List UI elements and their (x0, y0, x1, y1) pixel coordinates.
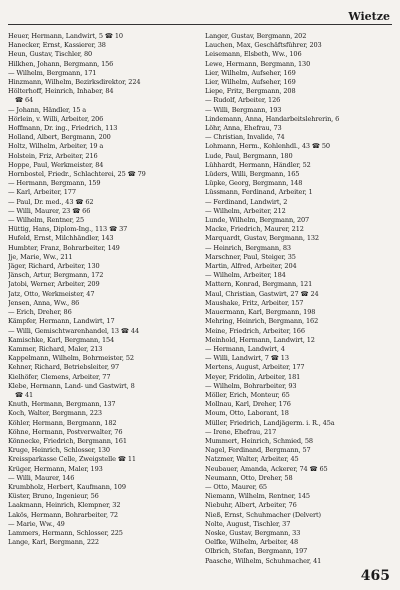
right-column-entry: — Wilhelm, Bohrarbeiter, 93 (205, 381, 297, 390)
running-head-title: Wietze (348, 10, 390, 23)
left-column-entry: — Willi, Maurer, 23 ☎ 66 (8, 206, 91, 215)
left-column-entry: Hörlein, v. Willi, Arbeiter, 206 (8, 114, 104, 123)
left-column-entry: Klebe, Hermann, Land- und Gastwirt, 8 (8, 381, 135, 390)
left-column-entry: Köhler, Hermann, Bergmann, 182 (8, 418, 117, 427)
right-column-entry: Niemann, Wilhelm, Rentner, 145 (205, 492, 310, 501)
right-column-entry: Leisemann, Elsbeth, Ww., 106 (205, 50, 302, 59)
right-column-entry: Lewe, Hermann, Bergmann, 130 (205, 59, 311, 68)
right-column-entry: — Wilhelm, Arbeiter, 184 (205, 271, 286, 280)
left-column-entry: — Hermann, Bergmann, 159 (8, 179, 101, 188)
left-column-entry: Jänsch, Artur, Bergmann, 172 (8, 271, 104, 280)
right-column-entry: Neubauer, Amanda, Ackerer, 74 ☎ 65 (205, 464, 328, 473)
left-column-entry: — Erich, Dreher, 86 (8, 308, 72, 317)
right-column-entry: Lunde, Wilhelm, Bergmann, 207 (205, 216, 310, 225)
left-column-entry: Jje, Marie, Ww., 211 (8, 252, 73, 261)
right-column-entry: Lier, Wilhelm, Aufseher, 169 (205, 78, 296, 87)
left-column-entry: Kappelmann, Wilhelm, Bohrmeister, 52 (8, 354, 134, 363)
right-column-entry: Natzmer, Walter, Arbeiter, 45 (205, 455, 299, 464)
right-column-entry: Mertens, August, Arbeiter, 177 (205, 363, 305, 372)
right-column-entry: Meyer, Fridolin, Arbeiter, 181 (205, 372, 301, 381)
left-column-entry: Hoppe, Paul, Werkmeister, 84 (8, 160, 104, 169)
left-column-entry: Holstein, Friz, Arbeiter, 216 (8, 151, 98, 160)
left-column-entry: Hüttig, Hans, Diplom-Ing., 113 ☎ 37 (8, 225, 128, 234)
left-column-entry: Köhne, Hermann, Postverwalter, 76 (8, 427, 123, 436)
right-column-entry: Nieß, Ernst, Schuhmacher (Delvert) (205, 510, 321, 519)
left-column-entry: Lange, Karl, Bergmann, 222 (8, 538, 99, 547)
left-column-entry: Holland, Albert, Bergmann, 200 (8, 133, 111, 142)
left-column-entry: Jatz, Otto, Werkmeister, 47 (8, 289, 95, 298)
right-column-entry: — Wilhelm, Arbeiter, 212 (205, 206, 286, 215)
left-column-entry: — Wilhelm, Rentner, 25 (8, 216, 84, 225)
right-column-entry: Mollnau, Karl, Dreher, 176 (205, 400, 291, 409)
left-column (8, 32, 200, 547)
right-column-entry: Lohmann, Herm., Kohlenhdl., 43 ☎ 50 (205, 142, 330, 151)
left-column-entry: Jensen, Anna, Ww., 86 (8, 298, 80, 307)
left-column-entry: — Paul, Dr. med., 43 ☎ 62 (8, 197, 94, 206)
right-column-entry: Mauermann, Karl, Bergmann, 198 (205, 308, 316, 317)
left-column-entry: Krumbholz, Herbert, Kaufmann, 109 (8, 482, 126, 491)
right-column-entry: Nolte, August, Tischler, 37 (205, 519, 291, 528)
left-column-entry: Kammer, Richard, Maler, 213 (8, 344, 103, 353)
right-column-entry: Mattern, Konrad, Bergmann, 121 (205, 280, 313, 289)
left-column-entry: — Wilhelm, Bergmann, 171 (8, 68, 97, 77)
left-column-entry: Laakmann, Heinrich, Klempner, 32 (8, 501, 121, 510)
left-column-entry: — Willi, Gemischtwarenhandel, 13 ☎ 44 (8, 326, 139, 335)
left-column-entry: ☎ 41 (15, 390, 34, 399)
left-column-entry: Kruge, Heinrich, Schlosser, 130 (8, 446, 110, 455)
left-column-entry: Hoffmann, Dr. ing., Friedrich, 113 (8, 124, 118, 133)
right-column-entry: — Otto, Maurer, 65 (205, 482, 267, 491)
left-column-entry: Lakös, Hermann, Bohrarbeiter, 72 (8, 510, 118, 519)
right-column-entry: Meine, Friedrich, Arbeiter, 166 (205, 326, 305, 335)
right-column-entry: Macke, Friedrich, Maurer, 212 (205, 225, 304, 234)
left-column-entry: Jäger, Richard, Arbeiter, 130 (8, 262, 100, 271)
right-column-entry: Langer, Gustav, Bergmann, 202 (205, 32, 307, 40)
right-column-entry: Lier, Wilhelm, Aufseher, 169 (205, 68, 296, 77)
right-column-entry: Niebuhr, Albert, Arbeiter, 76 (205, 501, 297, 510)
left-column-entry: Kreissparkasse Celle, Zweigstelle ☎ 11 (8, 455, 136, 464)
right-column-entry: Liepe, Fritz, Bergmann, 208 (205, 87, 296, 96)
right-column-entry: Möller, Erich, Monteur, 65 (205, 390, 290, 399)
right-column-entry: Oelfke, Wilhelm, Arbeiter, 48 (205, 538, 299, 547)
left-column-entry: Heun, Gustav, Tischler, 80 (8, 50, 93, 59)
right-column-entry: Nagel, Ferdinand, Bergmann, 57 (205, 446, 311, 455)
right-column-entry: Neumann, Otto, Dreher, 58 (205, 473, 293, 482)
left-column-entry: — Karl, Arbeiter, 177 (8, 188, 76, 197)
left-column-entry: Koch, Walter, Bergmann, 223 (8, 409, 102, 418)
right-column-entry: Maul, Christian, Gastwirt, 27 ☎ 24 (205, 289, 319, 298)
left-column-entry: Heuer, Hermann, Landwirt, 5 ☎ 10 (8, 32, 123, 40)
right-column-entry: — Willi, Landwirt, 7 ☎ 13 (205, 354, 289, 363)
right-column-entry: — Heinrich, Bergmann, 83 (205, 243, 291, 252)
left-column-entry: Küster, Bruno, Ingenieur, 56 (8, 492, 99, 501)
left-column-entry: Kamischke, Karl, Bergmann, 154 (8, 335, 115, 344)
right-column-entry: Marquardt, Gustav, Bergmann, 132 (205, 234, 319, 243)
right-column-entry: — Ferdinand, Landwirt, 2 (205, 197, 288, 206)
right-column-entry: Maushake, Fritz, Arbeiter, 157 (205, 298, 304, 307)
right-column-entry: Meinhold, Hermann, Landwirt, 12 (205, 335, 315, 344)
right-column-entry: Lühhardt, Hermann, Händler, 52 (205, 160, 311, 169)
left-column-entry: Kehner, Richard, Betriebsleiter, 97 (8, 363, 119, 372)
right-column-entry: Marschner, Paul, Steiger, 35 (205, 252, 296, 261)
right-column-entry: Paasche, Wilhelm, Schuhmacher, 41 (205, 556, 322, 565)
right-column-entry: Mehring, Heinrich, Bergmann, 162 (205, 317, 319, 326)
left-column-entry: Hornbostel, Friedr., Schlachterei, 25 ☎ 79 (8, 170, 146, 179)
right-column-entry: Noske, Gustav, Bergmann, 33 (205, 528, 301, 537)
left-column-entry: Hufeld, Ernst, Milchhändler, 143 (8, 234, 114, 243)
left-column-entry: Holtz, Wilhelm, Arbeiter, 19 a (8, 142, 104, 151)
right-column-entry: Mummert, Heinrich, Schmied, 58 (205, 436, 313, 445)
left-column-entry: Hölterhoff, Heinrich, Inhaber, 84 (8, 87, 114, 96)
right-column (205, 32, 397, 566)
left-column-entry: Krüger, Hermann, Maler, 193 (8, 464, 103, 473)
right-column-entry: Lindemann, Anna, Handarbeitslehrerin, 6 (205, 114, 340, 123)
left-column-entry: Lammers, Hermann, Schlosser, 225 (8, 528, 123, 537)
right-column-entry: Martin, Alfred, Arbeiter, 204 (205, 262, 297, 271)
left-column-entry: Knuth, Hermann, Bergmann, 137 (8, 400, 116, 409)
right-column-entry: Moum, Otto, Laborant, 18 (205, 409, 289, 418)
right-column-entry: Müller, Friedrich, Landjägerm. i. R., 45a (205, 418, 335, 427)
page-number: 465 (360, 568, 390, 584)
left-column-entry: Hinzmann, Wilhelm, Bezirksdirektor, 224 (8, 78, 141, 87)
right-column-entry: Lüssmann, Ferdinand, Arbeiter, 1 (205, 188, 313, 197)
left-column-entry: — Willi, Maurer, 146 (8, 473, 75, 482)
left-column-entry: Jatobi, Werner, Arbeiter, 209 (8, 280, 100, 289)
left-column-entry: Könnecke, Friedrich, Bergmann, 161 (8, 436, 127, 445)
right-column-entry: — Willi, Bergmann, 193 (205, 105, 282, 114)
right-column-entry: Lüders, Willi, Bergmann, 165 (205, 170, 300, 179)
left-column-entry: Kämpfer, Hermann, Landwirt, 17 (8, 317, 115, 326)
header-rule (8, 24, 392, 25)
left-column-entry: ☎ 64 (15, 96, 34, 105)
right-column-entry: Lude, Paul, Bergmann, 180 (205, 151, 293, 160)
left-column-entry: Hanecker, Ernst, Kassierer, 38 (8, 41, 106, 50)
right-column-entry: Olbrich, Stefan, Bergmann, 197 (205, 547, 308, 556)
left-column-entry: Humbter, Franz, Bohrarbeiter, 149 (8, 243, 120, 252)
left-column-entry: Hilkhen, Johann, Bergmann, 156 (8, 59, 114, 68)
right-column-entry: — Hermann, Landwirt, 4 (205, 344, 285, 353)
right-column-entry: Löhr, Anna, Ehefrau, 73 (205, 124, 282, 133)
right-column-entry: — Irene, Ehefrau, 217 (205, 427, 277, 436)
right-column-entry: Lüpke, Georg, Bergmann, 148 (205, 179, 303, 188)
left-column-entry: — Marie, Ww., 49 (8, 519, 65, 528)
left-column-entry: — Johann, Händler, 15 a (8, 105, 87, 114)
right-column-entry: — Rudolf, Arbeiter, 126 (205, 96, 281, 105)
left-column-entry: Kielhöfer, Clemens, Arbeiter, 77 (8, 372, 111, 381)
right-column-entry: Lauchen, Max, Geschäftsführer, 203 (205, 41, 322, 50)
right-column-entry: — Christian, Invalide, 74 (205, 133, 285, 142)
